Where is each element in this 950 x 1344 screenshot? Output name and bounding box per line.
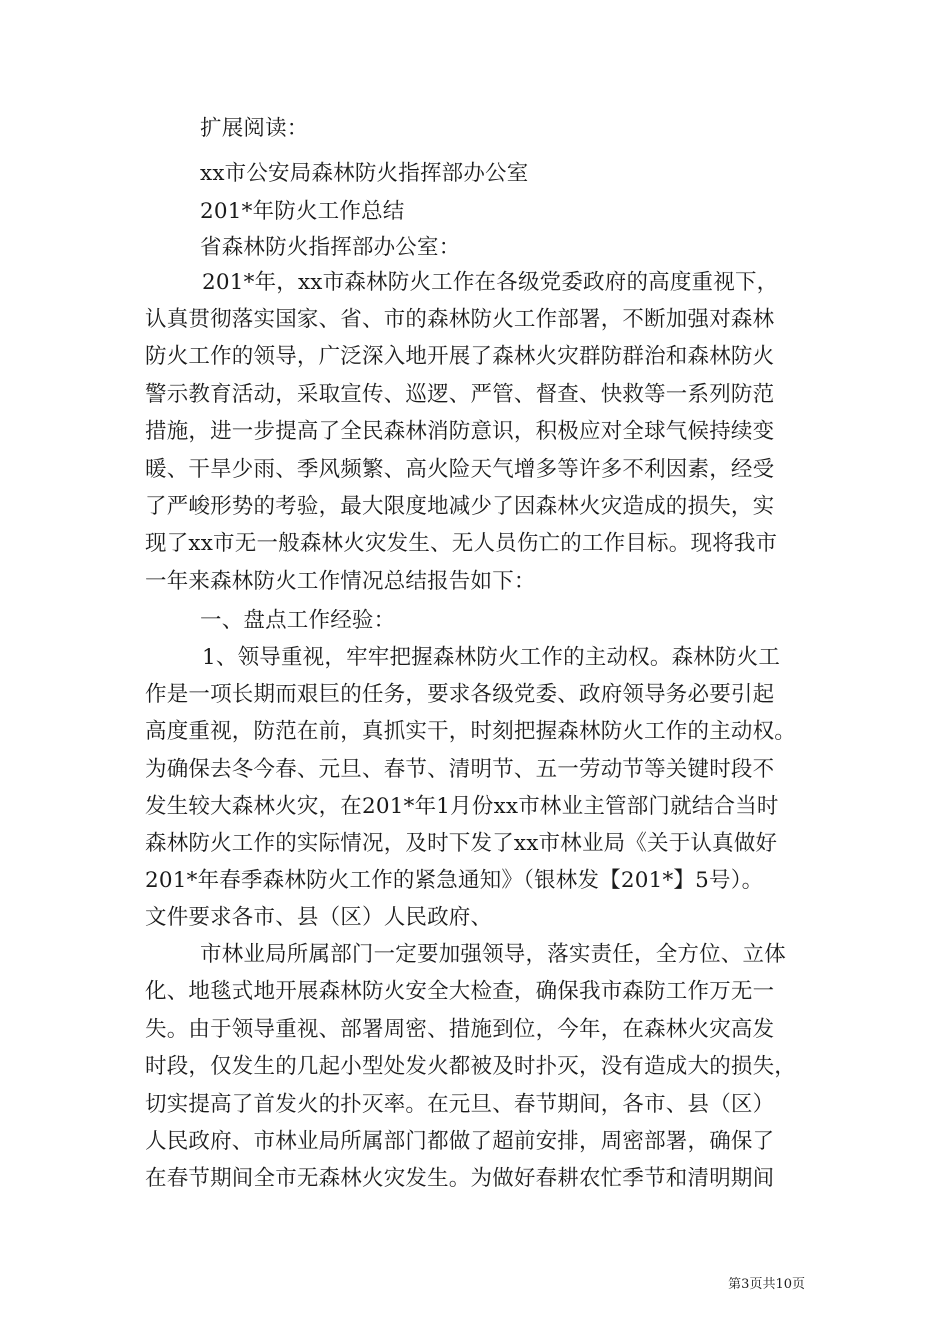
- org-name: xx市公安局森林防火指挥部办公室: [200, 161, 529, 186]
- addressee: 省森林防火指挥部办公室：: [200, 235, 461, 260]
- section-heading: 一、盘点工作经验：: [200, 608, 396, 633]
- body-line: 时段，仅发生的几起小型处发火都被及时扑灭，没有造成大的损失，: [145, 1054, 797, 1079]
- body-line: 发生较大森林火灾，在201*年1月份xx市林业主管部门就结合当时: [145, 794, 779, 819]
- body-line: 市林业局所属部门一定要加强领导，落实责任，全方位、立体: [200, 942, 786, 967]
- page-number: 第3页共10页: [728, 1277, 805, 1292]
- body-line: 措施，进一步提高了全民森林消防意识，积极应对全球气候持续变: [145, 419, 775, 444]
- body-line: 了严峻形势的考验，最大限度地减少了因森林火灾造成的损失，实: [145, 494, 775, 519]
- body-line: 人民政府、市林业局所属部门都做了超前安排，周密部署，确保了: [145, 1129, 775, 1154]
- body-line: 暖、干旱少雨、季风频繁、高火险天气增多等许多不利因素，经受: [145, 457, 775, 482]
- body-line: 1、领导重视，牢牢把握森林防火工作的主动权。森林防火工: [202, 645, 781, 670]
- body-line: 一年来森林防火工作情况总结报告如下：: [145, 569, 536, 594]
- body-line: 失。由于领导重视、部署周密、措施到位，今年，在森林火灾高发: [145, 1017, 775, 1042]
- body-line: 警示教育活动，采取宣传、巡逻、严管、督查、快救等一系列防范: [145, 382, 775, 407]
- body-line: 201*年，xx市森林防火工作在各级党委政府的高度重视下，: [202, 270, 779, 295]
- body-line: 文件要求各市、县（区）人民政府、: [145, 905, 493, 930]
- body-line: 切实提高了首发火的扑灭率。在元旦、春节期间，各市、县（区）: [145, 1092, 775, 1117]
- body-line: 201*年春季森林防火工作的紧急通知》（银林发【201*】5号）。: [145, 868, 764, 893]
- body-line: 认真贯彻落实国家、省、市的森林防火工作部署，不断加强对森林: [145, 307, 775, 332]
- body-line: 现了xx市无一般森林火灾发生、无人员伤亡的工作目标。现将我市: [145, 531, 778, 556]
- body-line: 化、地毯式地开展森林防火安全大检查，确保我市森防工作万无一: [145, 979, 775, 1004]
- body-line: 防火工作的领导，广泛深入地开展了森林火灾群防群治和森林防火: [145, 344, 775, 369]
- body-line: 在春节期间全市无森林火灾发生。为做好春耕农忙季节和清明期间: [145, 1166, 775, 1191]
- extended-reading-label: 扩展阅读：: [200, 116, 309, 141]
- body-line: 作是一项长期而艰巨的任务，要求各级党委、政府领导务必要引起: [145, 682, 775, 707]
- doc-title: 201*年防火工作总结: [200, 199, 405, 224]
- body-line: 高度重视，防范在前，真抓实干，时刻把握森林防火工作的主动权。: [145, 719, 797, 744]
- body-line: 为确保去冬今春、元旦、春节、清明节、五一劳动节等关键时段不: [145, 757, 775, 782]
- body-line: 森林防火工作的实际情况，及时下发了xx市林业局《关于认真做好: [145, 831, 778, 856]
